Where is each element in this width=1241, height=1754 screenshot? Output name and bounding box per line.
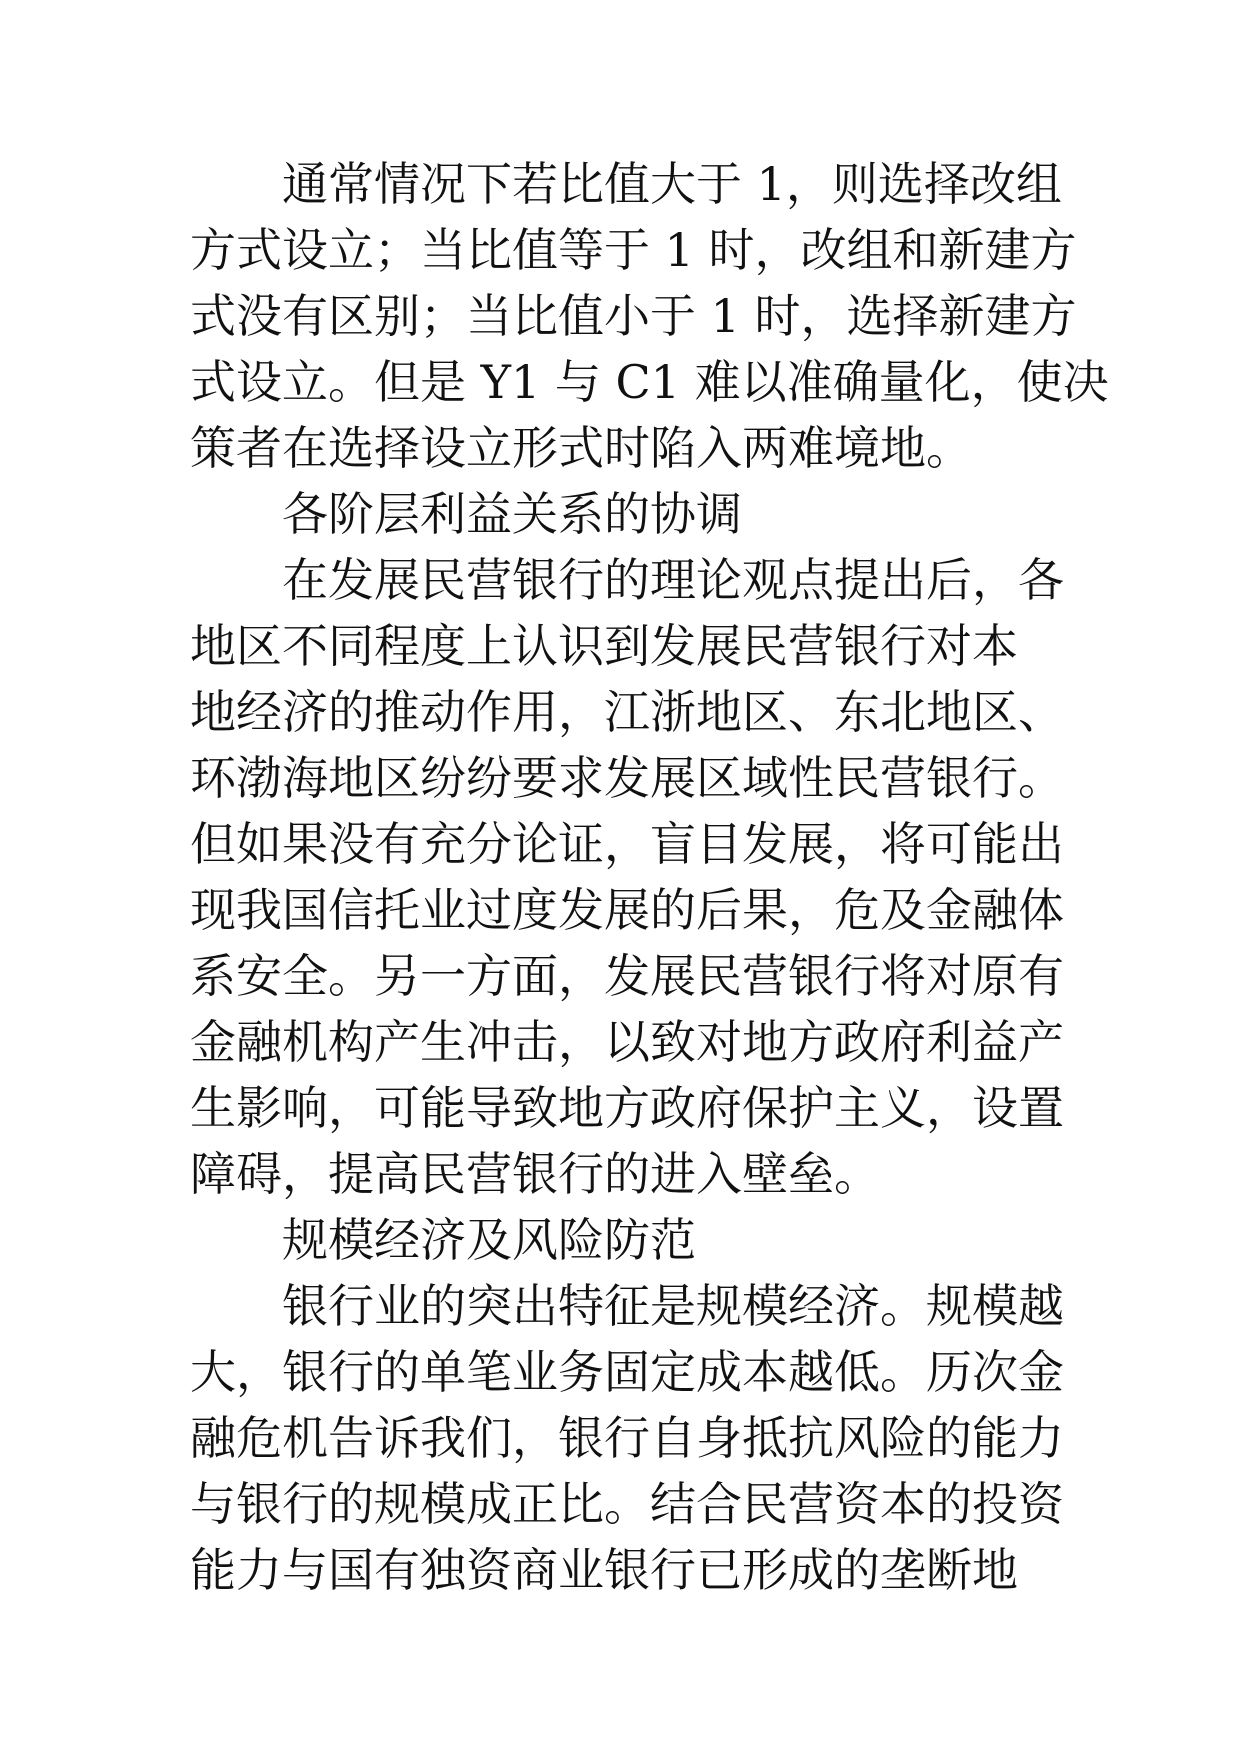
text-line: 地区不同程度上认识到发展民营银行对本 xyxy=(190,619,1018,673)
text-line: 策者在选择设立形式时陷入两难境地。 xyxy=(190,421,972,475)
section-heading: 规模经济及风险防范 xyxy=(282,1213,696,1267)
text-line: 生影响，可能导致地方政府保护主义，设置 xyxy=(190,1081,1064,1135)
text-line: 与银行的规模成正比。结合民营资本的投资 xyxy=(190,1477,1064,1531)
text-line: 系安全。另一方面，发展民营银行将对原有 xyxy=(190,949,1064,1003)
text-line: 现我国信托业过度发展的后果，危及金融体 xyxy=(190,883,1064,937)
text-line: 地经济的推动作用，江浙地区、东北地区、 xyxy=(190,685,1064,739)
text-line: 在发展民营银行的理论观点提出后，各 xyxy=(282,553,1064,607)
text-line: 大，银行的单笔业务固定成本越低。历次金 xyxy=(190,1345,1064,1399)
text-line: 障碍，提高民营银行的进入壁垒。 xyxy=(190,1147,880,1201)
text-line: 环渤海地区纷纷要求发展区域性民营银行。 xyxy=(190,751,1064,805)
text-line: 式设立。但是 Y1 与 C1 难以准确量化，使决 xyxy=(190,355,1109,409)
text-line: 方式设立；当比值等于 1 时，改组和新建方 xyxy=(190,223,1077,277)
text-line: 式没有区别；当比值小于 1 时，选择新建方 xyxy=(190,289,1077,343)
text-line: 通常情况下若比值大于 1，则选择改组 xyxy=(282,157,1062,211)
text-line: 银行业的突出特征是规模经济。规模越 xyxy=(282,1279,1064,1333)
section-heading: 各阶层利益关系的协调 xyxy=(282,487,742,541)
text-line: 金融机构产生冲击，以致对地方政府利益产 xyxy=(190,1015,1064,1069)
text-line: 能力与国有独资商业银行已形成的垄断地 xyxy=(190,1543,1018,1597)
text-line: 但如果没有充分论证，盲目发展，将可能出 xyxy=(190,817,1064,871)
text-line: 融危机告诉我们，银行自身抵抗风险的能力 xyxy=(190,1411,1064,1465)
